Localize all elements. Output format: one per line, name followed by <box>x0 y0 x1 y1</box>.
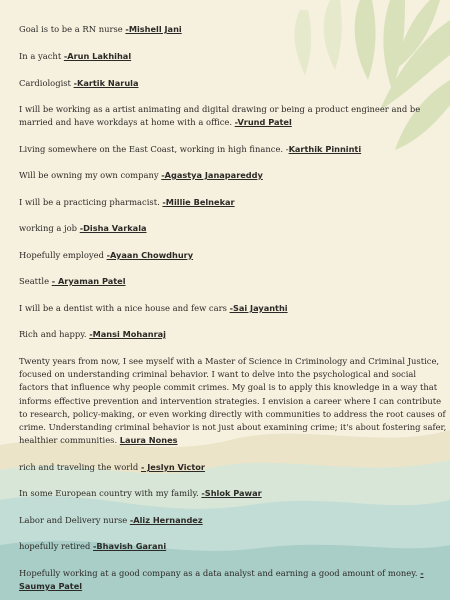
list-item: Hopefully employed -Ayaan Chowdhury <box>19 250 194 260</box>
list-item: In a yacht -Arun Lakhihal <box>19 51 132 61</box>
list-item: I will be working as a artist animating and digital drawing or being a product engineer and be married and have workdays at home with a office. -Vrund Patel <box>19 104 421 128</box>
author-name: Laura Nones <box>119 435 178 446</box>
author-name: - Jeslyn Victor <box>140 462 205 472</box>
list-item: Will be owning my own company -Agastya Janapareddy <box>19 170 263 180</box>
list-item: Rich and happy. -Mansi Mohanraj <box>19 329 166 339</box>
author-name: -Aliz Hernandez <box>129 515 203 525</box>
author-name: -Vrund Patel <box>234 117 292 128</box>
list-item: Goal is to be a RN nurse -Mishell Jani <box>19 24 182 34</box>
list-item: Seattle - Aryaman Patel <box>19 276 126 286</box>
author-name: -Shlok Pawar <box>201 488 262 498</box>
author-name: -Kartik Narula <box>73 78 139 88</box>
author-name: -Mishell Jani <box>125 24 182 34</box>
author-name: - Saumya Patel <box>19 568 424 592</box>
author-name: -Disha Varkala <box>79 223 147 233</box>
list-item: In some European country with my family. -Shlok Pawar <box>19 488 262 498</box>
author-name: -Sai Jayanthi <box>229 303 288 313</box>
list-item: Hopefully working at a good company as a data analyst and earning a good amount of money. - Saumya Patel <box>19 568 424 592</box>
palm-leaf-icon <box>295 0 342 75</box>
author-name: -Millie Belnekar <box>162 197 235 207</box>
author-name: -Mansi Mohanraj <box>89 329 166 339</box>
author-name: -Agastya Janapareddy <box>161 170 263 180</box>
author-name: Karthik Pinninti <box>288 144 362 154</box>
author-name: -Ayaan Chowdhury <box>106 250 194 260</box>
list-item: Cardiologist -Kartik Narula <box>19 78 139 88</box>
list-item: Living somewhere on the East Coast, working in high finance. -Karthik Pinninti <box>19 144 362 154</box>
list-item: hopefully retired -Bhavish Garani <box>19 541 167 551</box>
author-name: -Arun Lakhihal <box>63 51 132 61</box>
list-item: I will be a practicing pharmacist. -Millie Belnekar <box>19 197 235 207</box>
author-name: -Bhavish Garani <box>93 541 167 551</box>
list-item: I will be a dentist with a nice house and few cars -Sai Jayanthi <box>19 303 288 313</box>
author-name: - Aryaman Patel <box>51 276 126 286</box>
list-item: Labor and Delivery nurse -Aliz Hernandez <box>19 515 203 525</box>
list-item: Twenty years from now, I see myself with a Master of Science in Criminology and Criminal Justice, focused on understanding criminal behavior. I want to delve into the psychological and social factors that influence why people commit crimes. My goal is to apply this knowledge in a way that informs effective prevention and intervention strategies. I envision a career where I can contribute to research, policy-making, or even working directly with communities to address the root causes of crime. Understanding criminal behavior is not just about examining crime; it's about fostering safer, healthier communities. Laura Nones <box>19 356 447 446</box>
list-item: rich and traveling the world - Jeslyn Victor <box>19 462 205 472</box>
list-item: working a job -Disha Varkala <box>19 223 147 233</box>
